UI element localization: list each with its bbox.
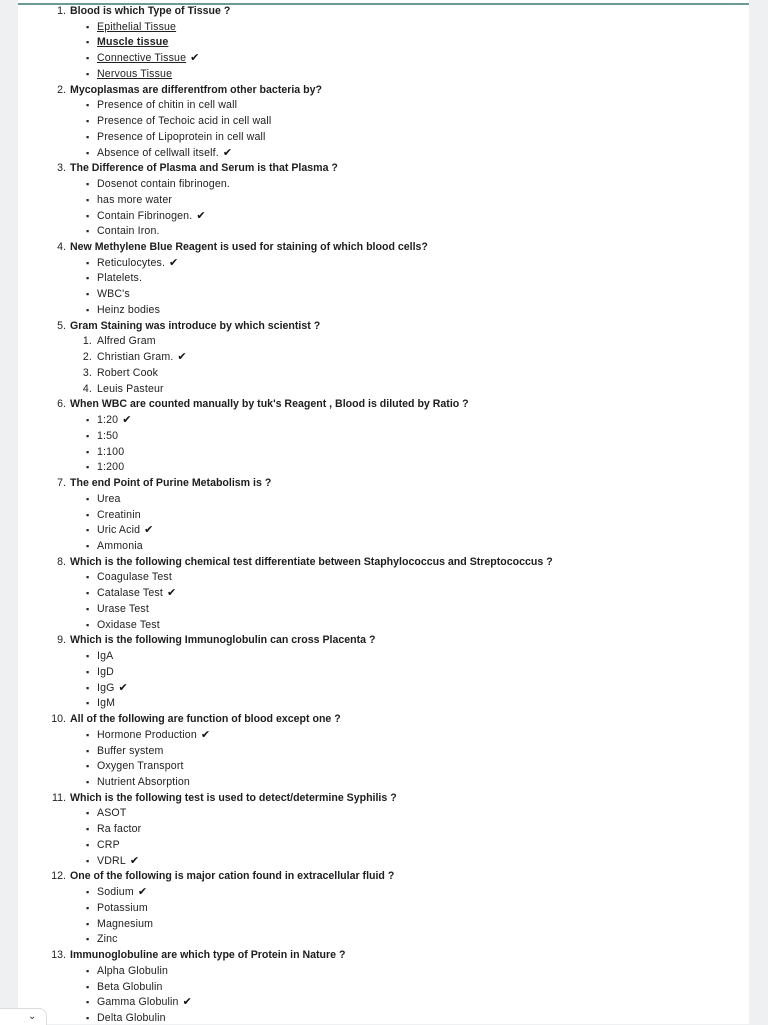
option-item <box>18 35 749 51</box>
bullet-icon: ▪ <box>86 226 90 237</box>
option-text: Urase Test <box>97 602 149 615</box>
question-title <box>18 161 749 177</box>
bullet-icon: ▪ <box>86 131 90 142</box>
bullet-icon: ▪ <box>86 808 90 819</box>
option-item <box>18 602 749 618</box>
option-item <box>18 508 749 524</box>
question-number: 7. <box>57 477 66 490</box>
bullet-icon: ▪ <box>86 304 90 315</box>
checkmark-icon: ✔ <box>137 886 148 899</box>
question-number: 8. <box>57 555 66 568</box>
question-title <box>18 83 749 99</box>
option-text: has more water <box>97 193 173 206</box>
option-text: Contain Fibrinogen. <box>97 209 193 222</box>
option-item <box>18 366 749 382</box>
bullet-icon: ▪ <box>86 603 90 614</box>
option-text: IgM <box>97 697 116 710</box>
bullet-icon: ▪ <box>86 934 90 945</box>
option-text: Platelets. <box>97 272 143 285</box>
option-text: Presence of chitin in cell wall <box>97 99 238 112</box>
question-text: The Difference of Plasma and Serum is that Plasma ? <box>70 162 338 175</box>
option-text: Gamma Globulin <box>97 996 179 1009</box>
option-item <box>18 901 749 917</box>
option-item <box>18 586 749 602</box>
option-item <box>18 193 749 209</box>
question-text: New Methylene Blue Reagent is used for staining of which blood cells? <box>70 241 428 254</box>
chevron-down-icon: ⌄ <box>28 1011 37 1022</box>
option-item <box>18 445 749 461</box>
bullet-icon: ▪ <box>86 698 90 709</box>
option-text: Presence of Techoic acid in cell wall <box>97 115 272 128</box>
checkmark-icon: ✔ <box>196 209 206 222</box>
option-item <box>18 759 749 775</box>
question-title <box>18 240 749 256</box>
bullet-icon: ▪ <box>86 68 90 79</box>
bullet-icon: ▪ <box>86 289 90 300</box>
question-list <box>18 4 749 1024</box>
option-text: IgA <box>97 650 114 663</box>
question-title <box>18 555 749 571</box>
option-number: 1. <box>82 335 92 348</box>
option-item <box>18 649 749 665</box>
option-item <box>18 728 749 744</box>
option-item <box>18 224 749 240</box>
question-number: 1. <box>57 5 66 17</box>
collapse-tab[interactable] <box>0 1008 47 1025</box>
option-text: Sodium <box>97 886 134 899</box>
option-text: Heinz bodies <box>97 303 161 316</box>
option-item <box>18 177 749 193</box>
bullet-icon: ▪ <box>86 918 90 929</box>
question-text: When WBC are counted manually by tuk's Reagent , Blood is diluted by Ratio ? <box>70 398 469 411</box>
document-page <box>18 0 749 1024</box>
checkmark-icon: ✔ <box>222 146 233 159</box>
option-text: 1:200 <box>97 461 125 474</box>
question-text: Which is the following Immunoglobulin can cross Placenta ? <box>70 634 376 647</box>
option-item <box>18 885 749 901</box>
option-text: 1:100 <box>97 445 125 458</box>
option-item <box>18 539 749 555</box>
option-text[interactable]: Connective Tissue <box>97 52 187 65</box>
bullet-icon: ▪ <box>86 147 90 158</box>
question-text: One of the following is major cation found in extracellular fluid ? <box>70 870 395 883</box>
bullet-icon: ▪ <box>86 839 90 850</box>
option-item <box>18 20 749 36</box>
option-item <box>18 681 749 697</box>
bullet-icon: ▪ <box>86 493 90 504</box>
option-item <box>18 854 749 870</box>
option-item <box>18 696 749 712</box>
question-text: Which is the following test is used to detect/determine Syphilis ? <box>70 791 397 804</box>
option-item <box>18 51 749 67</box>
option-text: Christian Gram. <box>97 351 174 364</box>
bullet-icon: ▪ <box>86 179 90 190</box>
bullet-icon: ▪ <box>86 619 90 630</box>
option-text: 1:50 <box>97 429 119 442</box>
bullet-icon: ▪ <box>86 194 90 205</box>
bullet-icon: ▪ <box>86 729 90 740</box>
question-title <box>18 791 749 807</box>
question-title <box>18 712 749 728</box>
option-number: 4. <box>82 382 92 395</box>
option-text: IgD <box>97 665 114 678</box>
option-item <box>18 130 749 146</box>
question-title <box>18 397 749 413</box>
option-text: Oxygen Transport <box>97 760 184 773</box>
question-title <box>18 869 749 885</box>
option-text[interactable]: Epithelial Tissue <box>97 20 177 33</box>
option-item <box>18 287 749 303</box>
bullet-icon: ▪ <box>86 446 90 457</box>
checkmark-icon: ✔ <box>166 587 177 600</box>
option-text: VDRL <box>97 854 126 867</box>
checkmark-icon: ✔ <box>144 524 154 537</box>
question-text: Gram Staining was introduce by which scientist ? <box>70 319 321 332</box>
question-text: Blood is which Type of Tissue ? <box>70 5 231 17</box>
option-item <box>18 822 749 838</box>
option-text: Alpha Globulin <box>97 964 169 977</box>
option-item <box>18 413 749 429</box>
option-item <box>18 995 749 1011</box>
checkmark-icon: ✔ <box>177 351 187 364</box>
question-title <box>18 476 749 492</box>
question-number: 11. <box>52 791 66 804</box>
bullet-icon: ▪ <box>86 53 90 64</box>
option-text: 1:20 <box>97 414 119 427</box>
option-text: Absence of cellwall itself. <box>97 146 219 159</box>
question-title <box>18 633 749 649</box>
bullet-icon: ▪ <box>86 462 90 473</box>
bullet-icon: ▪ <box>86 824 90 835</box>
bullet-icon: ▪ <box>86 21 90 32</box>
option-text: Zinc <box>97 933 118 946</box>
bullet-icon: ▪ <box>86 776 90 787</box>
question-text: Which is the following chemical test differentiate between Staphylococcus and Streptococcus ? <box>70 555 553 568</box>
question-number: 5. <box>57 319 66 332</box>
option-text: Robert Cook <box>97 366 159 379</box>
bullet-icon: ▪ <box>86 761 90 772</box>
option-item <box>18 114 749 130</box>
question-number: 4. <box>57 241 66 254</box>
bullet-icon: ▪ <box>86 100 90 111</box>
option-item <box>18 146 749 162</box>
bullet-icon: ▪ <box>86 745 90 756</box>
option-text: Reticulocytes. <box>97 256 166 269</box>
bullet-icon: ▪ <box>86 415 90 426</box>
option-text: Delta Globulin <box>97 1012 166 1024</box>
bullet-icon: ▪ <box>86 651 90 662</box>
bullet-icon: ▪ <box>86 981 90 992</box>
option-item <box>18 303 749 319</box>
option-text: Ra factor <box>97 823 142 836</box>
bullet-icon: ▪ <box>86 855 90 866</box>
option-item <box>18 523 749 539</box>
question-text: Mycoplasmas are differentfrom other bacteria by? <box>70 83 322 96</box>
option-item <box>18 67 749 83</box>
option-item <box>18 665 749 681</box>
checkmark-icon: ✔ <box>182 996 192 1009</box>
option-text: Buffer system <box>97 744 164 757</box>
option-item <box>18 209 749 225</box>
bullet-icon: ▪ <box>86 666 90 677</box>
option-item <box>18 838 749 854</box>
option-item <box>18 382 749 398</box>
option-item <box>18 98 749 114</box>
bullet-icon: ▪ <box>86 682 90 693</box>
option-number: 3. <box>82 366 92 379</box>
option-text: WBC's <box>97 288 130 301</box>
option-text: Alfred Gram <box>97 335 156 348</box>
option-item <box>18 271 749 287</box>
bullet-icon: ▪ <box>86 588 90 599</box>
bullet-icon: ▪ <box>86 902 90 913</box>
checkmark-icon: ✔ <box>118 681 128 694</box>
bullet-icon: ▪ <box>86 525 90 536</box>
question-number: 3. <box>57 162 66 175</box>
option-text: Nutrient Absorption <box>97 775 190 788</box>
question-number: 13. <box>51 949 66 962</box>
option-text: Creatinin <box>97 508 141 521</box>
option-item <box>18 964 749 980</box>
question-title <box>18 948 749 964</box>
checkmark-icon: ✔ <box>122 414 132 427</box>
option-text: IgG <box>97 681 115 694</box>
option-text: Catalase Test <box>97 587 163 600</box>
option-item <box>18 334 749 350</box>
option-text: Coagulase Test <box>97 571 172 584</box>
bullet-icon: ▪ <box>86 572 90 583</box>
question-text: The end Point of Purine Metabolism is ? <box>70 477 272 490</box>
option-text: Potassium <box>97 901 148 914</box>
question-number: 12. <box>51 870 66 883</box>
checkmark-icon: ✔ <box>169 256 179 269</box>
option-item <box>18 350 749 366</box>
question-title <box>18 4 749 20</box>
bullet-icon: ▪ <box>86 965 90 976</box>
option-text: Beta Globulin <box>97 980 163 993</box>
option-text[interactable]: Nervous Tissue <box>97 67 173 80</box>
option-text: Leuis Pasteur <box>97 382 164 395</box>
option-text: Hormone Production <box>97 728 197 741</box>
question-number: 10. <box>51 713 66 726</box>
bullet-icon: ▪ <box>86 509 90 520</box>
option-text: CRP <box>97 838 120 851</box>
question-number: 6. <box>57 398 66 411</box>
bullet-icon: ▪ <box>86 887 90 898</box>
checkmark-icon: ✔ <box>200 728 211 741</box>
bullet-icon: ▪ <box>86 430 90 441</box>
question-number: 9. <box>57 634 66 647</box>
option-number: 2. <box>82 351 92 364</box>
bullet-icon: ▪ <box>86 37 90 48</box>
option-item <box>18 980 749 996</box>
option-item <box>18 492 749 508</box>
option-text: Uric Acid <box>97 524 141 537</box>
question-text: Immunoglobuline are which type of Protein in Nature ? <box>70 949 346 962</box>
option-item <box>18 618 749 634</box>
option-text: Oxidase Test <box>97 618 160 631</box>
option-text: Dosenot contain fibrinogen. <box>97 178 231 191</box>
option-item <box>18 570 749 586</box>
question-title <box>18 319 749 335</box>
option-text: Urea <box>97 492 121 505</box>
option-item <box>18 917 749 933</box>
option-item <box>18 806 749 822</box>
option-item <box>18 460 749 476</box>
option-text: Magnesium <box>97 917 154 930</box>
checkmark-icon: ✔ <box>190 52 200 65</box>
option-item <box>18 775 749 791</box>
bullet-icon: ▪ <box>86 273 90 284</box>
bullet-icon: ▪ <box>86 540 90 551</box>
bullet-icon: ▪ <box>86 116 90 127</box>
option-text: Contain Iron. <box>97 225 160 238</box>
bullet-icon: ▪ <box>86 1013 90 1023</box>
option-item <box>18 256 749 272</box>
option-item <box>18 744 749 760</box>
checkmark-icon: ✔ <box>129 854 140 867</box>
option-item <box>18 429 749 445</box>
option-item <box>18 932 749 948</box>
option-text: ASOT <box>97 807 127 820</box>
option-item <box>18 1011 749 1024</box>
option-text: Presence of Lipoprotein in cell wall <box>97 130 266 143</box>
option-text[interactable]: Muscle tissue <box>97 36 169 49</box>
option-text: Ammonia <box>97 539 143 552</box>
bullet-icon: ▪ <box>86 257 90 268</box>
bullet-icon: ▪ <box>86 997 90 1008</box>
question-text: All of the following are function of blood except one ? <box>70 713 341 726</box>
bullet-icon: ▪ <box>86 210 90 221</box>
question-number: 2. <box>57 83 66 96</box>
